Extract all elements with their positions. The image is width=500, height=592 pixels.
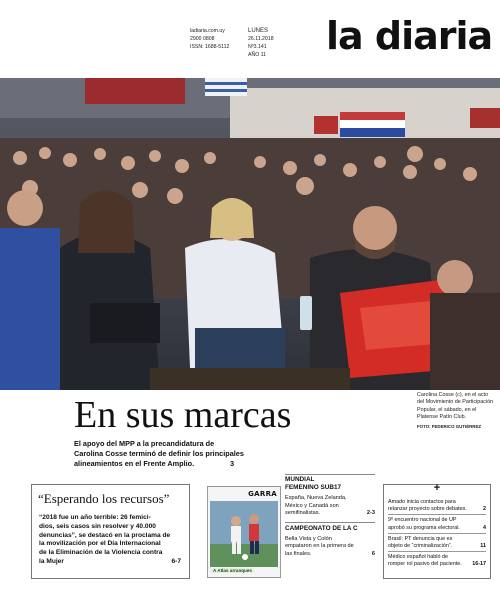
masthead-dateline [248, 27, 274, 59]
sports-2-title: CAMPEONATO DE LA C [285, 524, 358, 532]
caption-line-2: del Movimiento de Participación [417, 399, 494, 406]
sports-2-line-1: Bella Vista y Colón [285, 535, 332, 542]
sports-2-page: 6 [371, 550, 375, 557]
sports-1-page: 2-3 [366, 510, 375, 517]
garra-cover-photo [208, 499, 280, 569]
sports-1-title-1: MUNDIAL [285, 476, 315, 483]
sports-2 [285, 522, 375, 559]
quote-line-3: denuncias”, se destacó en la proclama de [39, 531, 171, 539]
index-item-3-row [388, 543, 486, 550]
plus-icon: + [433, 482, 441, 494]
sports-1-line-3: semifinalistas. [285, 510, 321, 517]
sports-1-title-2: FEMENINO SUB17 [285, 484, 342, 491]
quote-line-4: la movilización por el Día Internacional [39, 540, 161, 548]
sports-1-line-3-row [285, 510, 375, 518]
photo-caption [417, 392, 499, 430]
caption-line-3: Popular, el sábado, en el [417, 406, 477, 413]
crowd-photo-illustration [0, 78, 500, 390]
quote-body [39, 514, 185, 567]
index-list [388, 499, 486, 569]
sports-1-line-1: España, Nueva Zelanda, [285, 495, 347, 501]
sports-section [285, 474, 375, 559]
dek-line-3-text: alineamientos en el Frente Amplio. [74, 459, 195, 468]
index-item [388, 534, 486, 552]
sports-1-line-2: México y Canadá son [285, 502, 339, 509]
index-box [383, 484, 491, 579]
index-item-1-line-2: relanzar proyecto sobre debates. [388, 506, 467, 513]
garra-logo: GARRA [248, 490, 277, 498]
brand-logo: la diaria [326, 14, 493, 58]
index-item [388, 552, 486, 568]
date-text: 26.11.2018 [248, 36, 274, 42]
quote-page-number: 6-7 [171, 557, 181, 565]
garra-footer: A Atlas arranques [213, 568, 252, 573]
index-item-2-row [388, 525, 486, 532]
quote-line-6-text: la Mujer [39, 557, 64, 565]
index-item-4-page: 16-17 [472, 561, 486, 568]
index-item-4-line-1: Médico español habló de [388, 554, 448, 561]
masthead-contact [190, 27, 229, 51]
index-item-2-line-1: 9º encuentro nacional de UP [388, 517, 457, 524]
index-item-3-line-2: objeto de “criminalización”. [388, 543, 453, 550]
index-item-3-page: 11 [480, 543, 486, 550]
index-item [388, 499, 486, 515]
index-item-1-page: 2 [483, 506, 486, 513]
year-text: AÑO 11 [248, 52, 267, 58]
index-item-4-line-2: romper rol pasivo del paciente. [388, 561, 462, 568]
garra-cover-thumbnail [207, 486, 281, 578]
issn-text: ISSN: 1688-5112 [190, 44, 230, 50]
quote-line-6 [39, 558, 181, 567]
quote-line-1: “2018 fue un año terrible: 26 femici- [39, 514, 151, 521]
website-text: ladiaria.com.uy [190, 28, 225, 34]
photo-credit: FOTO: FEDERICO GUTIÉRREZ [417, 423, 482, 429]
day-text: LUNES [248, 28, 269, 34]
sports-2-line-3: las finales. [285, 550, 312, 557]
sports-2-line-2: empataron en la primera de [285, 543, 354, 550]
caption-line-1: Carolina Cosse (c), en el acto [417, 392, 489, 398]
index-item-2-line-2: aprobó su programa electoral. [388, 524, 460, 531]
quote-box [31, 484, 190, 579]
index-item-2-page: 4 [483, 524, 486, 531]
index-item-1-line-1: Amado inicia contactos para [388, 499, 456, 505]
dek-line-2: Carolina Cosse terminó de definir los principales [74, 449, 244, 458]
index-item-4-row [388, 561, 486, 568]
index-item-1-row [388, 506, 486, 513]
quote-line-2: dios, seis casos sin resolver y 40.000 [39, 522, 156, 530]
index-item-3-line-1: Brasil: PT denuncia que es [388, 535, 453, 542]
dek-page-number: 3 [229, 459, 234, 468]
quote-title: “Esperando los recursos” [38, 491, 170, 506]
sports-2-line-3-row [285, 551, 375, 559]
index-item [388, 515, 486, 533]
phone-text: 2900 0808 [190, 36, 215, 42]
crowd-photo [0, 78, 500, 390]
dek-line-1: El apoyo del MPP a la precandidatura de [74, 439, 215, 448]
headline-dek [74, 439, 274, 469]
issue-text: Nº3.141 [248, 44, 267, 50]
quote-line-5: de la Eliminación de la Violencia contra [39, 549, 163, 557]
main-headline: En sus marcas [74, 394, 292, 436]
caption-line-4: Platense Patín Club. [417, 414, 467, 421]
dek-line-3 [74, 459, 234, 469]
